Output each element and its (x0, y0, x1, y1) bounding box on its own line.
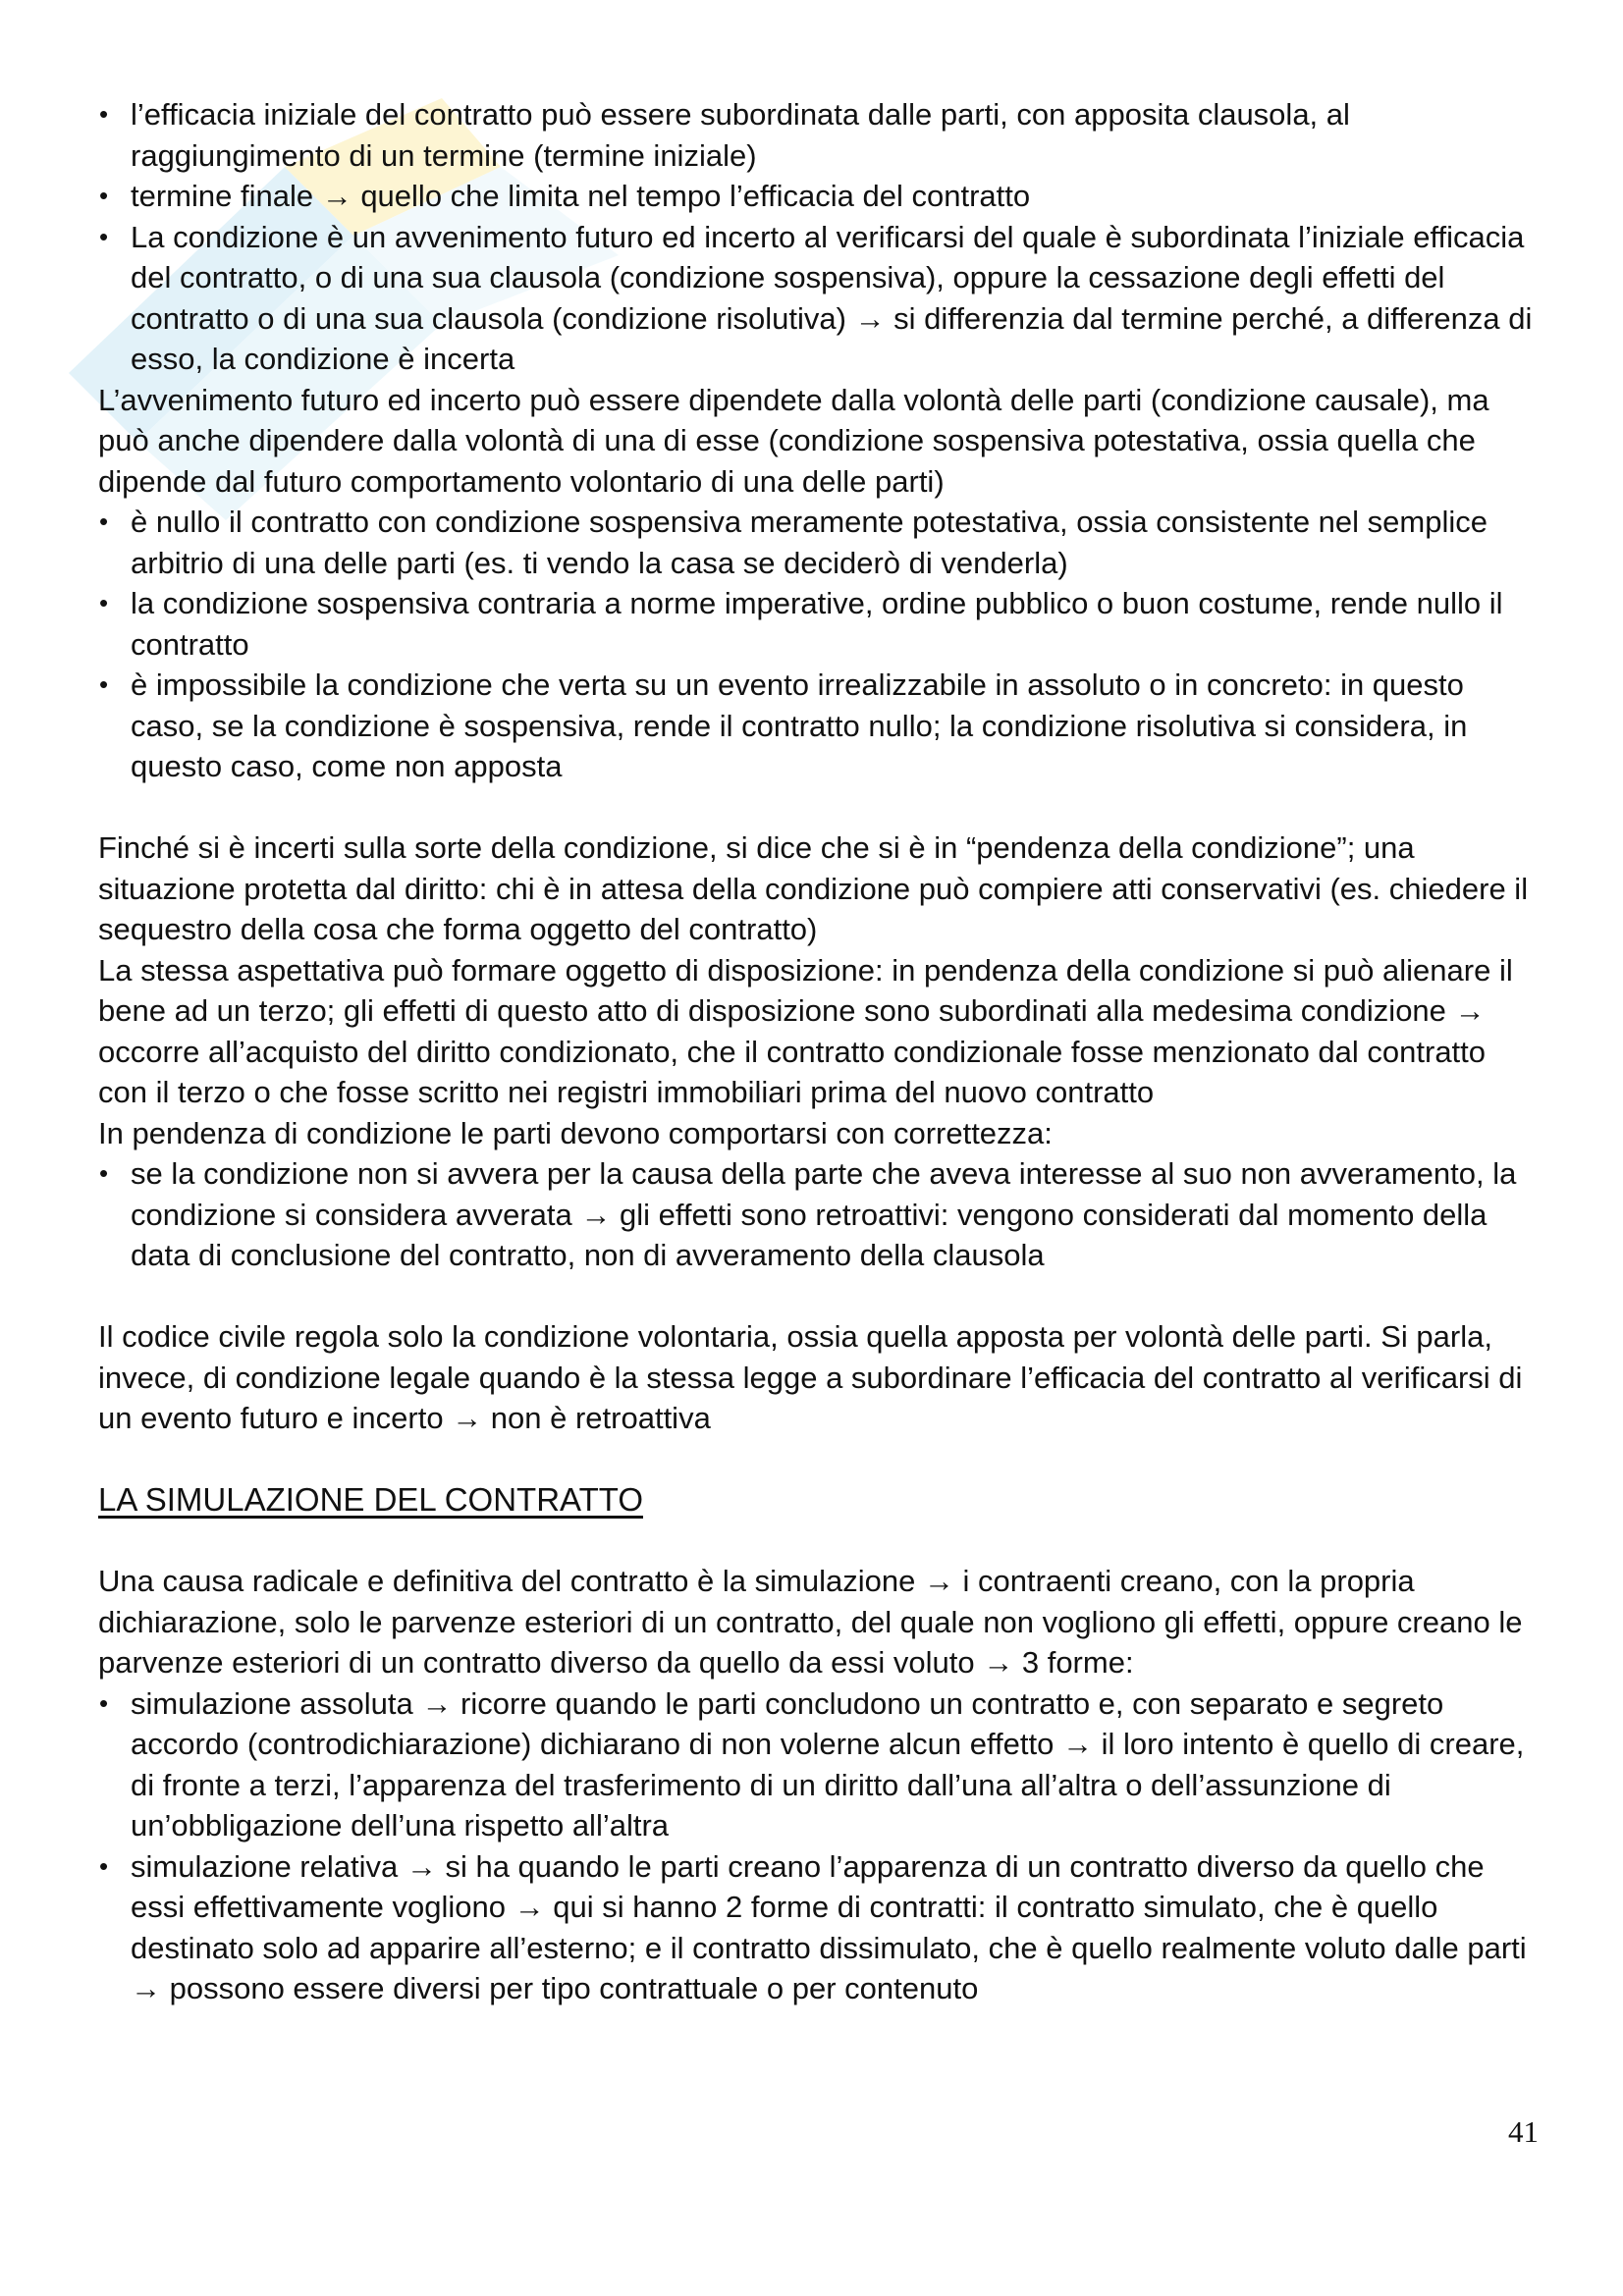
list-item: • La condizione è un avvenimento futuro ed incerto al verificarsi del quale è subordinata l’iniziale efficacia del contratto, o di una sua clausola (condizione sospensiva), oppure la cessazione degli effetti del contratto o di una sua clausola (condizione risolutiva) → si differenzia dal termine perché, a differenza di esso, la condizione è incerta (98, 217, 1542, 380)
list-item: • la condizione sospensiva contraria a norme imperative, ordine pubblico o buon costume, rende nullo il contratto (98, 583, 1542, 665)
list-item: • è nullo il contratto con condizione sospensiva meramente potestativa, ossia consistente nel semplice arbitrio di una delle parti (es. ti vendo la casa se deciderò di venderla) (98, 502, 1542, 583)
section-heading: LA SIMULAZIONE DEL CONTRATTO (98, 1481, 643, 1518)
paragraph: Finché si è incerti sulla sorte della condizione, si dice che si è in “pendenza della condizione”; una situazione protetta dal diritto: chi è in attesa della condizione può compiere atti conservativi (es. chiedere il sequestro della cosa che forma oggetto del contratto) (98, 830, 1529, 946)
list-item: • termine finale → quello che limita nel tempo l’efficacia del contratto (98, 176, 1542, 217)
document-page (98, 94, 1542, 2009)
list-item: • simulazione assoluta → ricorre quando le parti concludono un contratto e, con separato e segreto accordo (controdichiarazione) dichiarano di non volerne alcun effetto → il loro intento è quello di creare, di fronte a terzi, l’apparenza del trasferimento di un diritto dall’una all’altra o dell’assunzione di un’obbligazione dell’una rispetto all’altra (98, 1683, 1542, 1846)
paragraph: Il codice civile regola solo la condizione volontaria, ossia quella apposta per volontà delle parti. Si parla, invece, di condizione legale quando è la stessa legge a subordinare l’efficacia del contratto al verificarsi di un evento futuro e incerto → non è retroattiva (98, 1319, 1523, 1435)
list-item: • l’efficacia iniziale del contratto può essere subordinata dalle parti, con apposita clausola, al raggiungimento di un termine (termine iniziale) (98, 94, 1542, 176)
bullet-list-correttezza (98, 1153, 1542, 1276)
bullet-list-simulazione (98, 1683, 1542, 2009)
paragraph: Una causa radicale e definitiva del contratto è la simulazione → i contraenti creano, con la propria dichiarazione, solo le parvenze esteriori di un contratto, del quale non vogliono gli effetti, oppure creano le parvenze esteriori di un contratto diverso da quello da essi voluto → 3 forme: (98, 1564, 1523, 1680)
paragraph: La stessa aspettativa può formare oggetto di disposizione: in pendenza della condizione si può alienare il bene ad un terzo; gli effetti di questo atto di disposizione sono subordinati alla medesima condizione → occorre all’acquisto del diritto condizionato, che il contratto condizionale fosse menzionato dal contratto con il terzo o che fosse scritto nei registri immobiliari prima del nuovo contratto (98, 952, 1513, 1109)
paragraph: In pendenza di condizione le parti devono comportarsi con correttezza: (98, 1115, 1053, 1150)
paragraph: L’avvenimento futuro ed incerto può essere dipendete dalla volontà delle parti (condizione causale), ma può anche dipendere dalla volontà di una di esse (condizione sospensiva potestativa, ossia quella che dipende dal futuro comportamento volontario di una delle parti) (98, 382, 1489, 499)
bullet-list-termine (98, 94, 1542, 380)
list-item: • se la condizione non si avvera per la causa della parte che aveva interesse al suo non avveramento, la condizione si considera avverata → gli effetti sono retroattivi: vengono considerati dal momento della data di conclusione del contratto, non di avveramento della clausola (98, 1153, 1542, 1276)
list-item: • simulazione relativa → si ha quando le parti creano l’apparenza di un contratto diverso da quello che essi effettivamente vogliono → qui si hanno 2 forme di contratti: il contratto simulato, che è quello destinato solo ad apparire all’esterno; e il contratto dissimulato, che è quello realmente voluto dalle parti → possono essere diversi per tipo contrattuale o per contenuto (98, 1846, 1542, 2009)
bullet-list-nullita (98, 502, 1542, 787)
page-number: 41 (1508, 2114, 1539, 2149)
list-item: • è impossibile la condizione che verta su un evento irrealizzabile in assoluto o in concreto: in questo caso, se la condizione è sospensiva, rende il contratto nullo; la condizione risolutiva si considera, in questo caso, come non apposta (98, 665, 1542, 787)
